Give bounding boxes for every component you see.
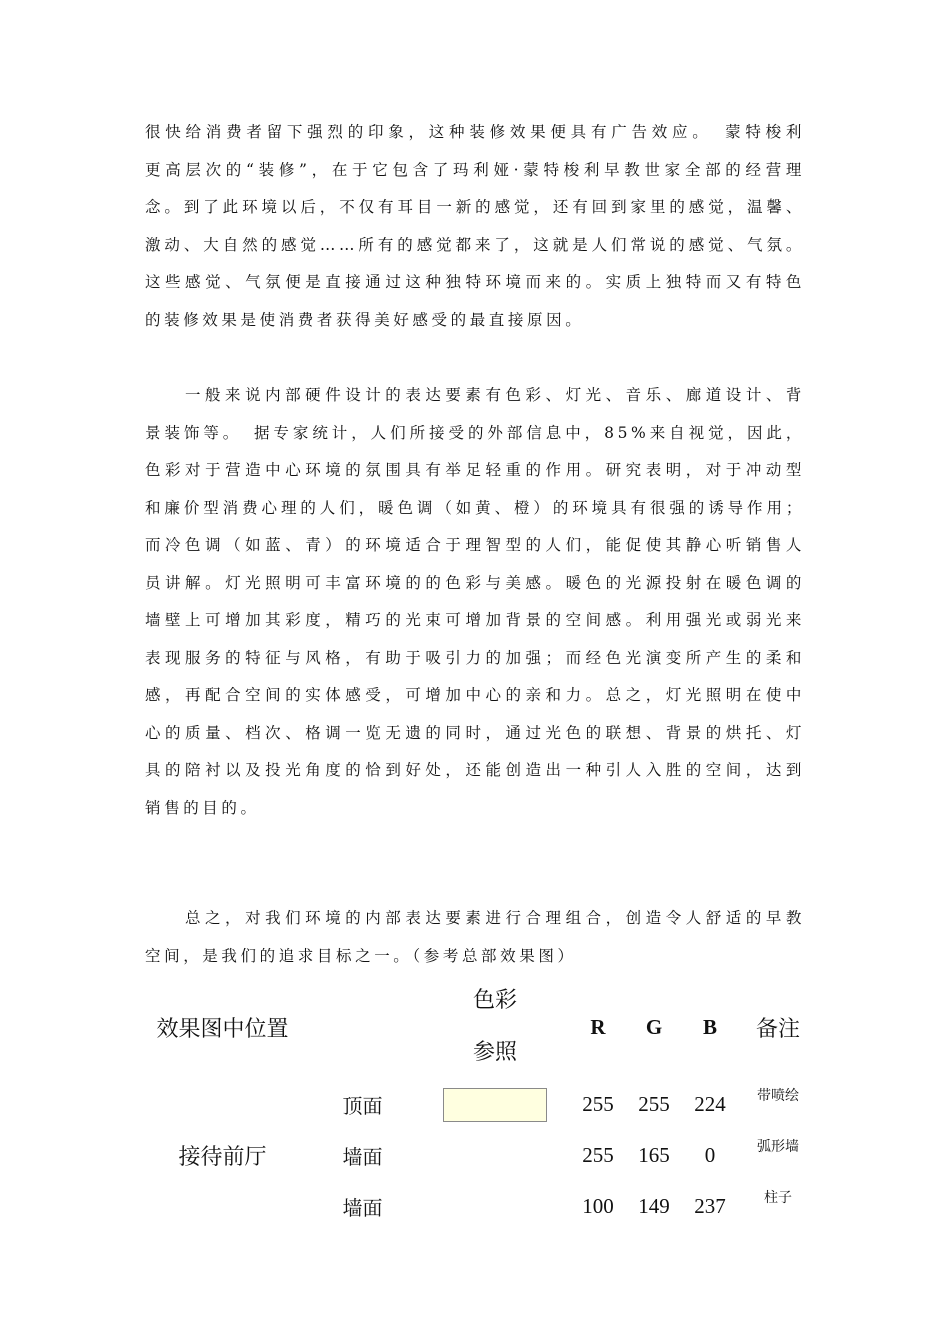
value-g: 165 (638, 1143, 670, 1167)
header-g: G (645, 1014, 663, 1039)
text-line: 具的陪衬以及投光角度的恰到好处，还能创造出一种引人入胜的空间，达到 (145, 761, 805, 779)
text-line: 色彩对于营造中心环境的氛围具有举足轻重的作用。研究表明，对于冲动型 (145, 461, 805, 479)
text-line: 的装修效果是使消费者获得美好感受的最直接原因。 (145, 310, 585, 329)
text-line: 总之，对我们环境的内部表达要素进行合理组合，创造令人舒适的早教 (185, 909, 805, 927)
surface-label: 墙面 (342, 1196, 383, 1220)
header-color-ref-line2: 参照 (472, 1040, 517, 1065)
value-r: 100 (582, 1194, 614, 1218)
color-reference-table (140, 975, 818, 1232)
value-g: 255 (638, 1092, 670, 1116)
text-line: 心的质量、档次、格调一览无遗的同时，通过光色的联想、背景的烘托、灯 (145, 723, 805, 742)
text-line: 而冷色调（如蓝、青）的环境适合于理智型的人们，能促使其静心听销售人 (145, 536, 805, 554)
text-line: 感，再配合空间的实体感受，可增加中心的亲和力。总之，灯光照明在使中 (145, 686, 805, 704)
note-text: 弧形墙 (757, 1139, 799, 1155)
text-line: 墙壁上可增加其彩度，精巧的光束可增加背景的空间感。利用强光或弱光来 (145, 611, 805, 629)
header-position: 效果图中位置 (156, 1016, 289, 1042)
text-line: 激动、大自然的感觉……所有的感觉都来了，这就是人们常说的感觉、气氛。 (145, 235, 805, 254)
table-row (140, 1079, 818, 1130)
surface-label: 墙面 (342, 1145, 383, 1169)
text-line: 和廉价型消费心理的人们，暖色调（如黄、橙）的环境具有很强的诱导作用； (145, 498, 805, 517)
color-swatch-cell (420, 1079, 570, 1130)
note-text: 带喷绘 (757, 1088, 799, 1104)
value-b: 237 (694, 1194, 726, 1218)
value-g: 149 (638, 1194, 670, 1218)
text-line: 这些感觉、气氛便是直接通过这种独特环境而来的。实质上独特而又有特色 (145, 273, 805, 291)
text-line: 念。到了此环境以后，不仅有耳目一新的感觉，还有回到家里的感觉，温馨、 (145, 198, 805, 216)
paragraph-2 (145, 377, 805, 827)
table-header-row (140, 975, 818, 1079)
header-b: B (702, 1014, 717, 1039)
surface-label: 顶面 (342, 1094, 383, 1118)
value-r: 255 (582, 1092, 614, 1116)
text-line: 很快给消费者留下强烈的印象，这种装修效果便具有广告效应。 蒙特梭利 (145, 123, 805, 141)
text-line: 一般来说内部硬件设计的表达要素有色彩、灯光、音乐、廊道设计、背 (185, 386, 805, 404)
header-r: R (590, 1014, 606, 1039)
paragraph-3 (145, 900, 805, 975)
paragraph-1 (145, 114, 805, 339)
text-line: 表现服务的特征与风格，有助于吸引力的加强；而经色光演变所产生的柔和 (145, 648, 805, 667)
color-swatch-cell (420, 1130, 570, 1181)
header-note: 备注 (755, 1016, 800, 1042)
value-b: 224 (694, 1092, 726, 1116)
value-r: 255 (582, 1143, 614, 1167)
value-b: 0 (704, 1143, 716, 1167)
text-line: 销售的目的。 (145, 798, 260, 817)
note-text: 柱子 (764, 1190, 792, 1206)
color-swatch-cell (420, 1181, 570, 1232)
header-color-ref (420, 975, 570, 1079)
text-line: 员讲解。灯光照明可丰富环境的的色彩与美感。暖色的光源投射在暖色调的 (145, 573, 805, 592)
text-line: 空间，是我们的追求目标之一。（参考总部效果图） (145, 946, 577, 965)
color-swatch (443, 1088, 547, 1122)
text-line: 更高层次的“装修”，在于它包含了玛利娅·蒙特梭利早教世家全部的经营理 (145, 160, 805, 179)
text-line: 景装饰等。 据专家统计，人们所接受的外部信息中，85%来自视觉，因此， (145, 423, 805, 442)
header-color-ref-line1: 色彩 (472, 988, 517, 1013)
group-reception-hall: 接待前厅 (178, 1145, 267, 1170)
